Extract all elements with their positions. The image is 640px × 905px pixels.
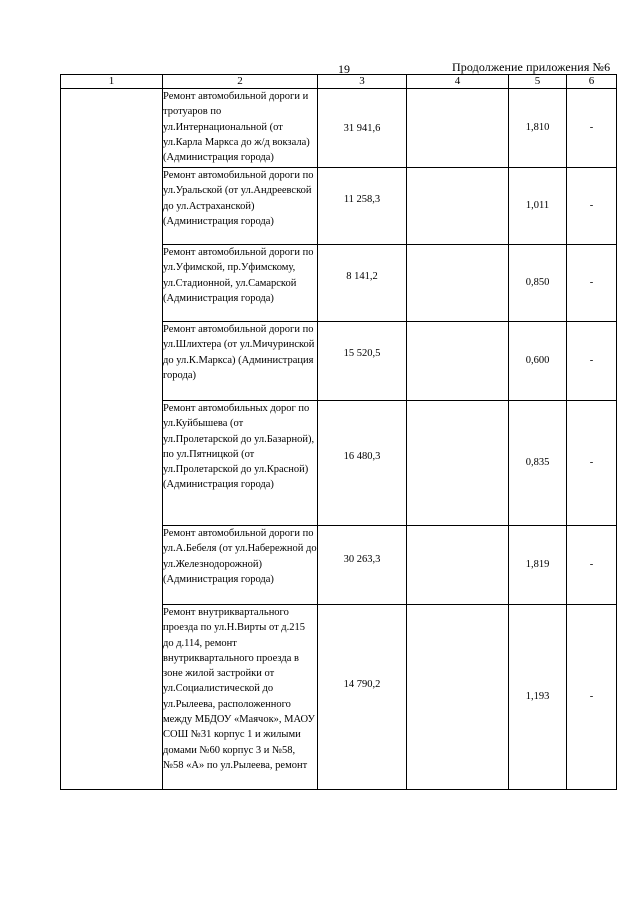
appendix-continuation-note: Продолжение приложения №6 <box>452 60 611 74</box>
length-cell: 1,011 <box>509 168 567 245</box>
amount-value: 14 790,2 <box>343 679 381 690</box>
column-6-cell: - <box>567 89 617 168</box>
column-6-cell: - <box>567 322 617 401</box>
length-cell: 0,600 <box>509 322 567 401</box>
column-4-cell <box>407 168 509 245</box>
column-header-5: 5 <box>509 75 567 89</box>
column-4-cell <box>407 245 509 322</box>
amount-value: 15 520,5 <box>343 348 381 359</box>
amount-value: 8 141,2 <box>346 271 378 282</box>
description-cell: Ремонт автомобильных дорог по ул.Куйбышева (от ул.Пролетарской до ул.Базарной), по ул.Пятницкой (от ул.Пролетарской до ул.Красной) (Администрация города) <box>163 401 318 526</box>
column-6-cell: - <box>567 605 617 790</box>
column-header-4: 4 <box>407 75 509 89</box>
amount-value: 16 480,3 <box>343 451 381 462</box>
column-header-6: 6 <box>567 75 617 89</box>
column-1-cell <box>61 89 163 790</box>
description-cell: Ремонт автомобильной дороги по ул.Шлихтера (от ул.Мичуринской до ул.К.Маркса) (Администрация города) <box>163 322 318 401</box>
length-cell: 1,819 <box>509 526 567 605</box>
amount-cell <box>318 526 407 605</box>
amount-cell <box>318 401 407 526</box>
description-cell: Ремонт автомобильной дороги по ул.Уфимской, пр.Уфимскому, ул.Стадионной, ул.Самарской (Администрация города) <box>163 245 318 322</box>
amount-value: 30 263,3 <box>343 554 381 565</box>
amount-cell <box>318 605 407 790</box>
amount-cell <box>318 245 407 322</box>
length-cell: 0,835 <box>509 401 567 526</box>
road-repair-table <box>60 74 617 790</box>
length-cell: 1,810 <box>509 89 567 168</box>
column-6-cell: - <box>567 168 617 245</box>
column-4-cell <box>407 401 509 526</box>
column-4-cell <box>407 526 509 605</box>
amount-value: 31 941,6 <box>343 123 381 134</box>
column-4-cell <box>407 605 509 790</box>
amount-cell <box>318 322 407 401</box>
table-header-row <box>61 75 617 89</box>
amount-cell <box>318 89 407 168</box>
column-6-cell: - <box>567 245 617 322</box>
amount-value: 11 258,3 <box>343 194 381 205</box>
column-4-cell <box>407 322 509 401</box>
column-4-cell <box>407 89 509 168</box>
description-cell: Ремонт внутриквартального проезда по ул.Н.Вирты от д.215 до д.114, ремонт внутриквартального проезда в зоне жилой застройки от ул.Социалистической до ул.Рылеева, расположенного между МБДОУ «Маячок», МАОУ СОШ №31 корпус 1 и жилыми домами №60 корпус 3 и №58, №58 «А» по ул.Рылеева, ремонт <box>163 605 318 790</box>
description-cell: Ремонт автомобильной дороги и тротуаров по ул.Интернациональной (от ул.Карла Маркса до ж/д вокзала) (Администрация города) <box>163 89 318 168</box>
length-cell: 1,193 <box>509 605 567 790</box>
column-6-cell: - <box>567 401 617 526</box>
table-row <box>61 89 617 168</box>
column-header-1: 1 <box>61 75 163 89</box>
length-cell: 0,850 <box>509 245 567 322</box>
page-number: 19 <box>338 62 350 76</box>
description-cell: Ремонт автомобильной дороги по ул.Уральской (от ул.Андреевской до ул.Астраханской) (Администрация города) <box>163 168 318 245</box>
amount-cell <box>318 168 407 245</box>
description-cell: Ремонт автомобильной дороги по ул.А.Бебеля (от ул.Набережной до ул.Железнодорожной) (Администрация города) <box>163 526 318 605</box>
column-header-3: 3 <box>318 75 407 89</box>
column-6-cell: - <box>567 526 617 605</box>
column-header-2: 2 <box>163 75 318 89</box>
